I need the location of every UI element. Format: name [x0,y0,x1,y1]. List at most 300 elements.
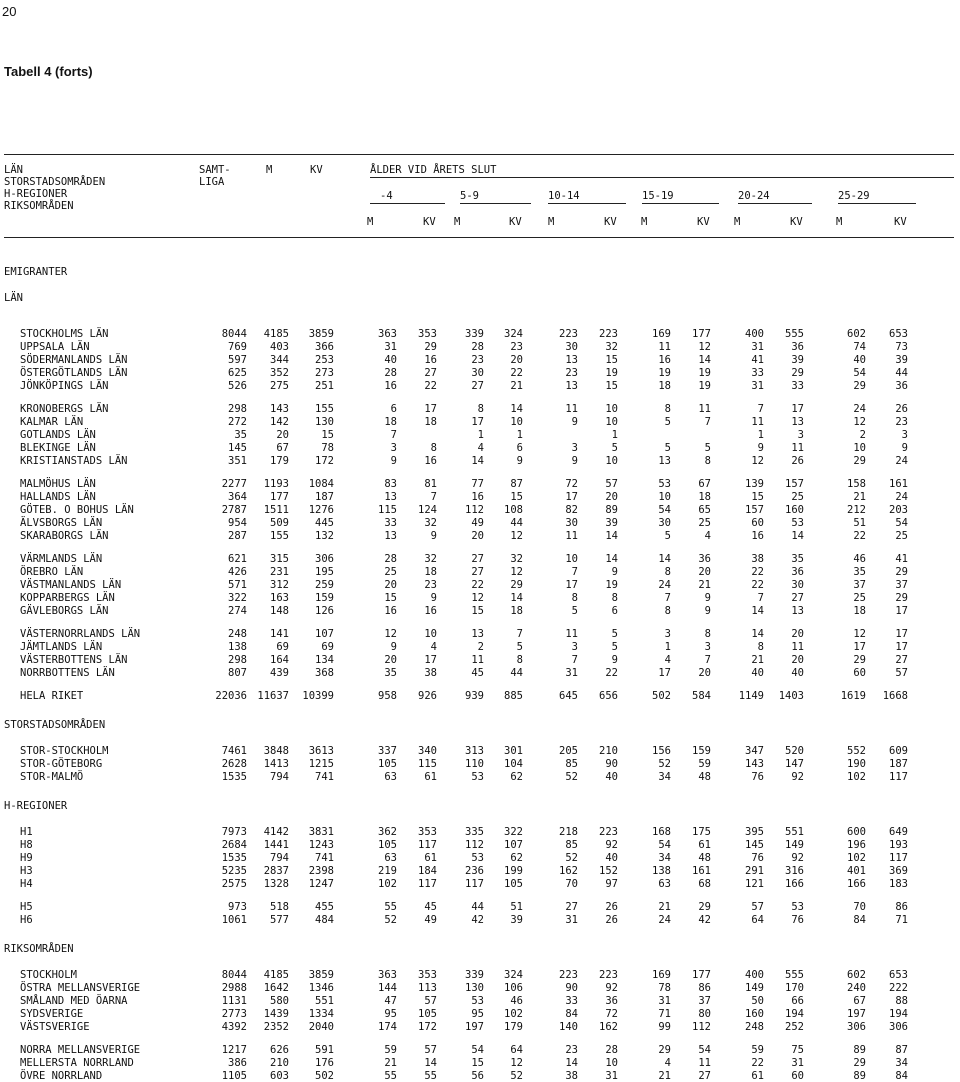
table-cell: 164 [270,654,289,666]
table-cell: 236 [465,865,484,877]
table-cell: 190 [847,758,866,770]
table-cell: 1061 [221,914,247,926]
table-row [0,969,960,981]
table-cell: 147 [785,758,804,770]
table-cell: 23 [565,367,578,379]
table-cell: 7 [516,628,523,640]
table-row [0,403,960,415]
table-cell: 22 [605,667,618,679]
table-cell: 31 [751,380,764,392]
table-cell: 1 [611,429,618,441]
row-label: KOPPARBERGS LÄN [20,592,115,604]
table-row [0,758,960,770]
region-label-lan: LÄN [4,164,23,176]
sub-m-label: M [454,216,461,228]
table-cell: 35 [234,429,247,441]
table-cell: 1 [757,429,764,441]
table-cell: 14 [510,592,523,604]
table-cell: 1441 [263,839,289,851]
table-cell: 212 [847,504,866,516]
table-cell: 140 [559,1021,578,1033]
table-cell: 34 [658,771,671,783]
table-cell: 12 [471,592,484,604]
table-cell: 1243 [308,839,334,851]
table-cell: 22 [471,579,484,591]
table-cell: 63 [384,771,397,783]
table-cell: 102 [847,852,866,864]
table-cell: 97 [605,878,618,890]
table-cell: 3 [571,442,578,454]
table-cell: 27 [698,1070,711,1082]
table-cell: 22 [510,367,523,379]
table-cell: 54 [698,1044,711,1056]
table-cell: 11 [791,442,804,454]
table-cell: 223 [599,328,618,340]
table-cell: 132 [315,530,334,542]
table-cell: 64 [510,1044,523,1056]
table-cell: 36 [791,341,804,353]
table-cell: 162 [559,865,578,877]
table-cell: 2 [859,429,866,441]
table-cell: 160 [745,1008,764,1020]
table-cell: 124 [418,504,437,516]
table-cell: 23 [471,354,484,366]
table-row [0,1044,960,1056]
table-cell: 157 [745,504,764,516]
table-cell: 95 [384,1008,397,1020]
table-cell: 7 [571,566,578,578]
table-cell: 17 [895,628,908,640]
table-cell: 11 [751,416,764,428]
row-label: VÄRMLANDS LÄN [20,553,103,565]
table-cell: 52 [565,852,578,864]
table-cell: 2352 [263,1021,289,1033]
table-cell: 23 [510,341,523,353]
table-cell: 12 [853,628,866,640]
table-cell: 53 [791,517,804,529]
table-cell: 27 [424,367,437,379]
table-cell: 555 [785,969,804,981]
table-cell: 31 [658,995,671,1007]
table-cell: 577 [270,914,289,926]
table-cell: 138 [652,865,671,877]
table-cell: 6 [516,442,523,454]
table-row [0,530,960,542]
table-cell: 105 [378,758,397,770]
table-cell: 108 [504,504,523,516]
table-cell: 76 [751,852,764,864]
table-cell: 52 [510,1070,523,1082]
table-cell: 66 [791,995,804,1007]
table-cell: 12 [853,416,866,428]
table-cell: 21 [751,654,764,666]
table-cell: 138 [228,641,247,653]
table-cell: 40 [384,354,397,366]
row-label: KALMAR LÄN [20,416,84,428]
table-cell: 11 [565,530,578,542]
table-cell: 240 [847,982,866,994]
table-cell: 152 [599,865,618,877]
row-label: STOR-MALMÖ [20,771,84,783]
table-row [0,982,960,994]
table-cell: 13 [791,605,804,617]
table-cell: 38 [565,1070,578,1082]
table-cell: 9 [390,455,397,467]
table-cell: 30 [565,517,578,529]
table-cell: 18 [424,566,437,578]
table-cell: 36 [605,995,618,1007]
table-cell: 85 [565,758,578,770]
table-cell: 113 [418,982,437,994]
table-cell: 584 [692,690,711,702]
table-cell: 400 [745,328,764,340]
table-cell: 60 [791,1070,804,1082]
table-cell: 130 [465,982,484,994]
table-cell: 954 [228,517,247,529]
table-cell: 16 [384,605,397,617]
table-row [0,878,960,890]
table-cell: 591 [315,1044,334,1056]
table-row [0,914,960,926]
table-cell: 29 [658,1044,671,1056]
table-cell: 45 [424,901,437,913]
table-cell: 142 [270,416,289,428]
table-cell: 1105 [221,1070,247,1082]
table-cell: 18 [658,380,671,392]
table-cell: 7 [664,592,671,604]
table-row [0,1057,960,1069]
table-cell: 20 [510,354,523,366]
table-cell: 48 [698,852,711,864]
table-cell: 168 [652,826,671,838]
table-cell: 4 [664,1057,671,1069]
table-row [0,478,960,490]
table-row [0,901,960,913]
table-cell: 32 [510,553,523,565]
row-label: STOR-GÖTEBORG [20,758,103,770]
row-label: KRISTIANSTADS LÄN [20,455,128,467]
table-cell: 11 [698,403,711,415]
table-cell: 112 [465,839,484,851]
table-cell: 353 [418,328,437,340]
table-cell: 1193 [263,478,289,490]
table-row [0,1021,960,1033]
row-label: H1 [20,826,33,838]
table-cell: 2684 [221,839,247,851]
table-cell: 13 [384,530,397,542]
table-cell: 71 [895,914,908,926]
age-title-rule [370,177,954,178]
table-cell: 33 [384,517,397,529]
table-cell: 30 [471,367,484,379]
table-cell: 29 [895,592,908,604]
table-cell: 1619 [840,690,866,702]
table-cell: 2 [477,641,484,653]
table-cell: 59 [751,1044,764,1056]
table-cell: 24 [895,455,908,467]
table-cell: 92 [791,852,804,864]
table-cell: 518 [270,901,289,913]
table-cell: 52 [565,771,578,783]
table-cell: 1 [477,429,484,441]
age-group-rule [738,203,812,204]
table-cell: 626 [270,1044,289,1056]
table-cell: 27 [471,380,484,392]
table-cell: 27 [565,901,578,913]
table-cell: 28 [605,1044,618,1056]
table-row [0,491,960,503]
table-cell: 1328 [263,878,289,890]
table-cell: 7 [757,403,764,415]
table-cell: 40 [791,667,804,679]
sub-kv-label: KV [697,216,710,228]
table-cell: 656 [599,690,618,702]
table-cell: 2837 [263,865,289,877]
table-cell: 194 [785,1008,804,1020]
table-cell: 12 [384,628,397,640]
table-cell: 14 [510,403,523,415]
table-cell: 36 [791,566,804,578]
table-cell: 7 [390,429,397,441]
table-cell: 35 [384,667,397,679]
table-row [0,1008,960,1020]
table-cell: 17 [471,416,484,428]
table-cell: 86 [698,982,711,994]
table-cell: 61 [698,839,711,851]
table-cell: 580 [270,995,289,1007]
table-cell: 1149 [738,690,764,702]
table-row [0,826,960,838]
table-cell: 16 [424,455,437,467]
table-cell: 53 [471,995,484,1007]
table-cell: 121 [745,878,764,890]
table-cell: 35 [853,566,866,578]
table-cell: 15 [471,1057,484,1069]
table-cell: 104 [504,758,523,770]
table-cell: 72 [605,1008,618,1020]
table-cell: 177 [692,328,711,340]
table-cell: 44 [510,667,523,679]
sub-m-label: M [641,216,648,228]
table-cell: 117 [889,771,908,783]
table-cell: 61 [751,1070,764,1082]
table-cell: 53 [471,852,484,864]
table-cell: 210 [270,1057,289,1069]
table-cell: 316 [785,865,804,877]
table-cell: 42 [471,914,484,926]
header-bottom-rule [4,237,954,238]
table-cell: 20 [791,654,804,666]
table-cell: 13 [471,628,484,640]
table-cell: 368 [315,667,334,679]
row-label: BLEKINGE LÄN [20,442,96,454]
table-cell: 17 [791,403,804,415]
table-cell: 1084 [308,478,334,490]
table-cell: 403 [270,341,289,353]
table-cell: 51 [510,901,523,913]
table-cell: 312 [270,579,289,591]
region-label-riks: RIKSOMRÅDEN [4,200,74,212]
table-cell: 31 [751,341,764,353]
table-cell: 807 [228,667,247,679]
table-cell: 502 [315,1070,334,1082]
table-cell: 23 [895,416,908,428]
table-cell: 400 [745,969,764,981]
samt-label-2: LIGA [199,176,225,188]
table-cell: 552 [847,745,866,757]
table-cell: 106 [504,982,523,994]
table-cell: 649 [889,826,908,838]
table-cell: 29 [791,367,804,379]
table-cell: 15 [751,491,764,503]
table-cell: 609 [889,745,908,757]
table-cell: 11 [565,628,578,640]
table-cell: 72 [565,478,578,490]
table-cell: 13 [565,354,578,366]
table-cell: 347 [745,745,764,757]
table-cell: 22 [853,530,866,542]
page-number: 20 [2,4,17,19]
table-cell: 56 [471,1070,484,1082]
row-label: VÄSTERBOTTENS LÄN [20,654,128,666]
table-cell: 34 [658,852,671,864]
table-cell: 25 [791,491,804,503]
age-group-label: -4 [380,190,393,202]
table-cell: 196 [847,839,866,851]
table-cell: 31 [565,667,578,679]
table-cell: 31 [605,1070,618,1082]
table-cell: 63 [658,878,671,890]
table-cell: 27 [791,592,804,604]
table-cell: 11 [698,1057,711,1069]
table-row [0,641,960,653]
table-cell: 14 [791,530,804,542]
table-cell: 117 [418,878,437,890]
table-cell: 353 [418,826,437,838]
region-label-hregioner: H-REGIONER [4,188,68,200]
table-cell: 57 [605,478,618,490]
table-cell: 117 [465,878,484,890]
table-cell: 7 [704,416,711,428]
table-cell: 38 [424,667,437,679]
age-group-label: 20-24 [738,190,770,202]
table-cell: 653 [889,328,908,340]
table-cell: 9 [571,455,578,467]
table-cell: 53 [471,771,484,783]
table-cell: 231 [270,566,289,578]
table-cell: 50 [751,995,764,1007]
table-cell: 166 [847,878,866,890]
table-cell: 17 [565,491,578,503]
table-cell: 139 [745,478,764,490]
table-row [0,517,960,529]
table-cell: 21 [658,901,671,913]
table-cell: 53 [658,478,671,490]
table-cell: 19 [605,579,618,591]
age-group-label: 5-9 [460,190,479,202]
table-cell: 275 [270,380,289,392]
table-cell: 27 [471,566,484,578]
table-row [0,354,960,366]
table-cell: 30 [658,517,671,529]
table-cell: 54 [658,839,671,851]
table-cell: 29 [424,341,437,353]
row-label: JÄMTLANDS LÄN [20,641,103,653]
table-cell: 18 [698,491,711,503]
table-cell: 102 [847,771,866,783]
table-cell: 87 [895,1044,908,1056]
table-cell: 29 [853,1057,866,1069]
table-cell: 24 [658,914,671,926]
row-label: ÖSTRA MELLANSVERIGE [20,982,141,994]
table-cell: 22 [424,380,437,392]
table-cell: 7 [571,654,578,666]
table-cell: 259 [315,579,334,591]
table-cell: 13 [565,380,578,392]
table-cell: 20 [698,667,711,679]
table-row [0,455,960,467]
table-cell: 203 [889,504,908,516]
table-cell: 366 [315,341,334,353]
table-cell: 26 [895,403,908,415]
table-cell: 88 [895,995,908,1007]
table-cell: 29 [510,579,523,591]
sub-kv-label: KV [790,216,803,228]
table-cell: 1535 [221,852,247,864]
table-cell: 163 [270,592,289,604]
table-cell: 74 [853,341,866,353]
table-cell: 29 [853,455,866,467]
table-cell: 1247 [308,878,334,890]
table-cell: 83 [384,478,397,490]
table-cell: 600 [847,826,866,838]
table-cell: 195 [315,566,334,578]
table-cell: 14 [605,530,618,542]
table-cell: 85 [565,839,578,851]
table-cell: 16 [424,354,437,366]
table-cell: 272 [228,416,247,428]
table-cell: 1668 [882,690,908,702]
table-cell: 54 [471,1044,484,1056]
table-cell: 156 [652,745,671,757]
table-cell: 3 [664,628,671,640]
table-cell: 33 [565,995,578,1007]
table-cell: 3859 [308,328,334,340]
table-cell: 82 [565,504,578,516]
table-cell: 313 [465,745,484,757]
table-cell: 14 [605,553,618,565]
table-cell: 70 [565,878,578,890]
table-cell: 10 [605,455,618,467]
table-cell: 5 [664,442,671,454]
table-cell: 445 [315,517,334,529]
table-cell: 23 [424,579,437,591]
table-cell: 2773 [221,1008,247,1020]
table-cell: 15 [510,491,523,503]
table-cell: 126 [315,605,334,617]
table-cell: 351 [228,455,247,467]
table-cell: 80 [698,1008,711,1020]
table-cell: 3848 [263,745,289,757]
table-cell: 7 [704,654,711,666]
table-cell: 36 [698,553,711,565]
table-cell: 7973 [221,826,247,838]
table-row [0,839,960,851]
table-cell: 59 [698,758,711,770]
table-cell: 17 [853,641,866,653]
table-cell: 61 [424,771,437,783]
table-cell: 223 [599,969,618,981]
